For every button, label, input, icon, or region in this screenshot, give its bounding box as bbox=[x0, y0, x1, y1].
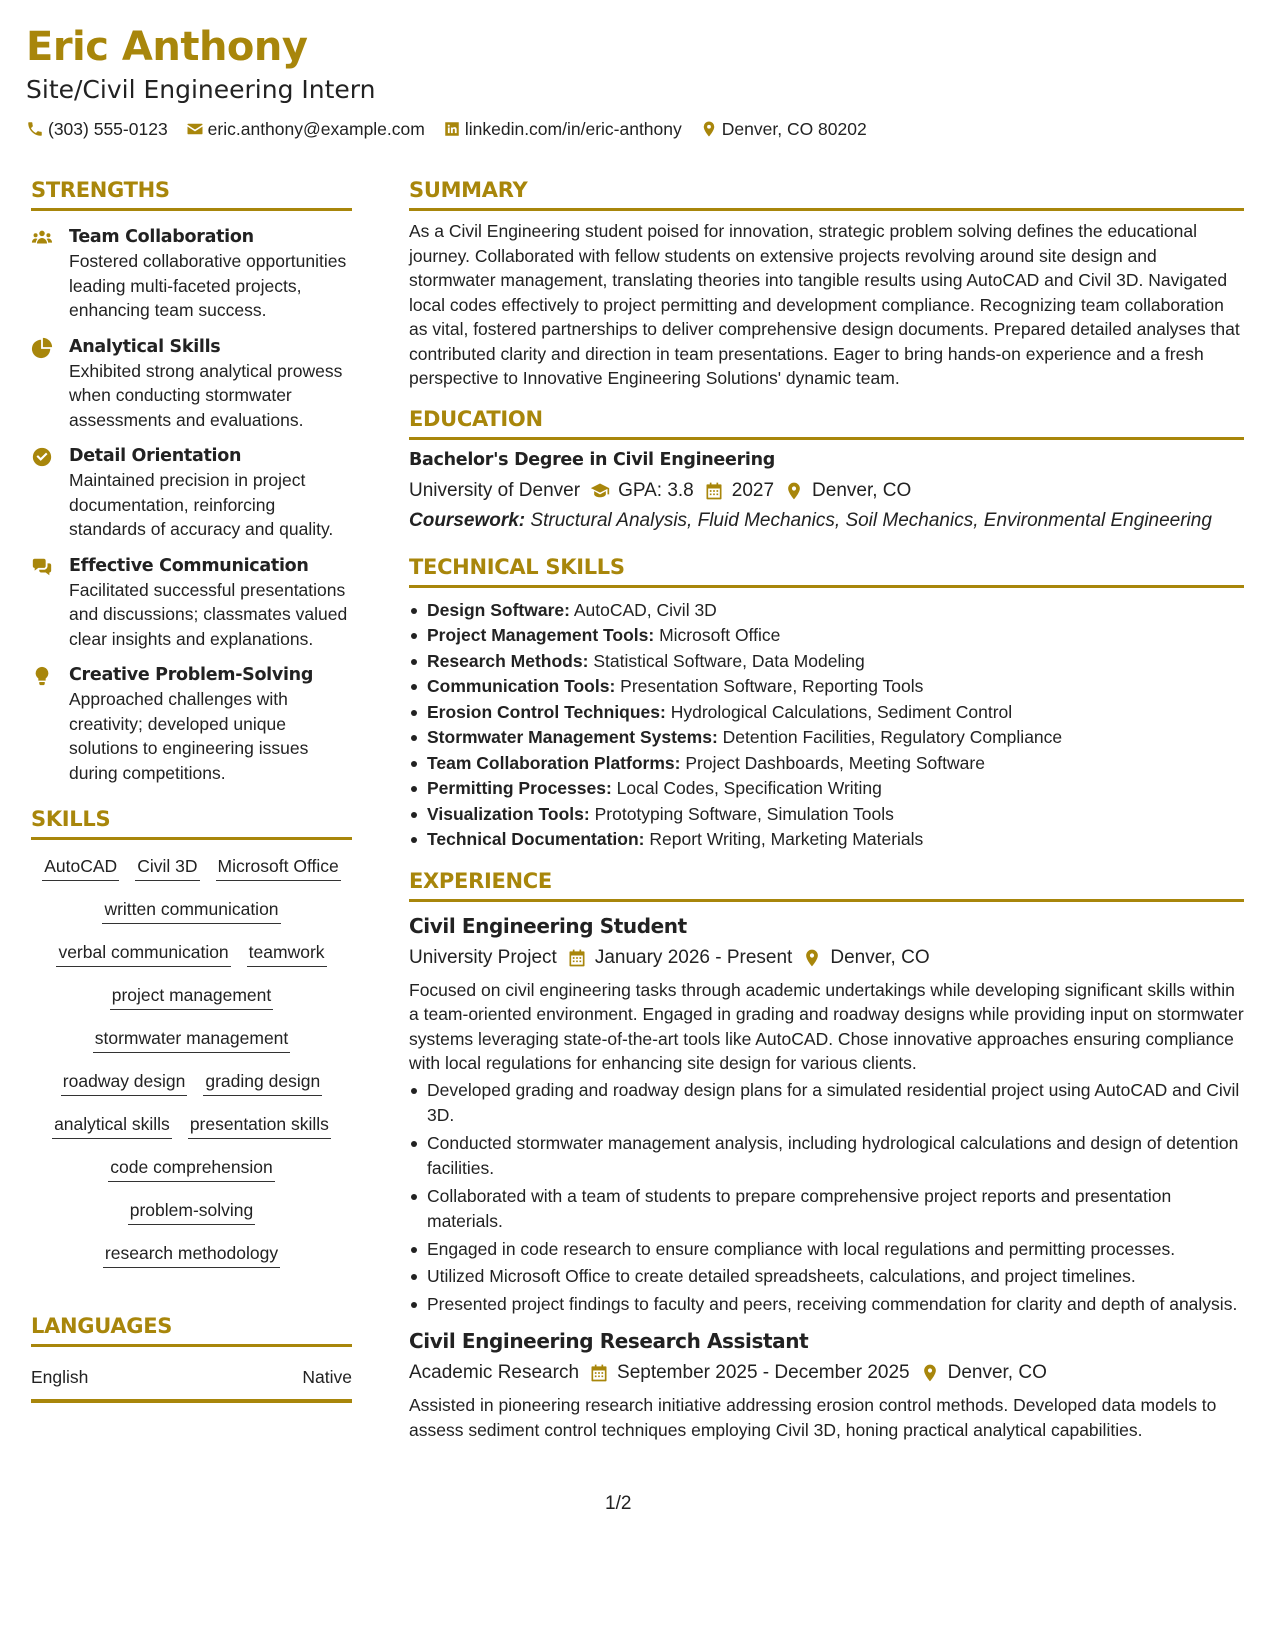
resume-header bbox=[26, 22, 1246, 140]
job-bullet: Conducted stormwater management analysis, including hydrological calculations and design of detention facilities. bbox=[409, 1131, 1244, 1182]
candidate-title: Site/Civil Engineering Intern bbox=[26, 75, 376, 104]
skill-tag: problem-solving bbox=[128, 1198, 256, 1225]
job-org: Academic Research bbox=[409, 1362, 580, 1383]
job-org: University Project bbox=[409, 946, 557, 968]
skill-tag: stormwater management bbox=[93, 1026, 291, 1053]
languages-heading: LANGUAGES bbox=[31, 1312, 352, 1347]
technical-skill-label: Project Management Tools: bbox=[427, 625, 655, 645]
job-location-item bbox=[802, 944, 929, 972]
technical-skill-item bbox=[409, 598, 1244, 624]
year-item bbox=[704, 477, 774, 505]
right-column bbox=[409, 176, 1244, 1442]
technical-skill-value: Microsoft Office bbox=[659, 625, 781, 645]
job-dates: January 2026 - Present bbox=[594, 946, 793, 968]
strength-title: Analytical Skills bbox=[69, 336, 221, 357]
skill-tag: presentation skills bbox=[188, 1112, 331, 1139]
phone-icon bbox=[26, 120, 44, 138]
job-bullet: Engaged in code research to ensure compliance with local regulations and permitting processes. bbox=[409, 1237, 1244, 1263]
job-dates-item bbox=[589, 1359, 910, 1387]
skill-row bbox=[31, 1026, 352, 1053]
job-bullets bbox=[409, 1078, 1244, 1318]
technical-skill-item bbox=[409, 776, 1244, 802]
skill-row bbox=[31, 1241, 352, 1268]
technical-skill-value: Hydrological Calculations, Sediment Control bbox=[670, 701, 1013, 722]
job-dates: September 2025 - December 2025 bbox=[617, 1362, 910, 1383]
coursework-label: Coursework: bbox=[409, 509, 526, 531]
strength-icon-wrap bbox=[31, 663, 69, 785]
education-meta bbox=[409, 477, 1244, 505]
strength-desc: Fostered collaborative opportunities leading multi-faceted projects, enhancing team success. bbox=[69, 251, 347, 320]
language-item bbox=[31, 1365, 352, 1403]
technical-skill-item bbox=[409, 674, 1244, 700]
job-description: Focused on civil engineering tasks through academic undertakings while developing significant skills within a team-oriented environment. Engaged in grading and roadway designs while providing input on stormwater systems leveraging state-of-the-art tools like AutoCAD. Chose innovative approaches ensuring compliance with local regulations for enhancing site design for various clients. bbox=[409, 979, 1244, 1073]
technical-skill-label: Design Software: bbox=[427, 599, 570, 620]
technical-skill-item bbox=[409, 649, 1244, 675]
job-bullet: Utilized Microsoft Office to create detailed spreadsheets, calculations, and project timelines. bbox=[409, 1264, 1244, 1290]
strength-body bbox=[69, 554, 352, 652]
strength-body bbox=[69, 663, 352, 785]
job-location: Denver, CO bbox=[830, 946, 930, 968]
technical-skill-value: Statistical Software, Data Modeling bbox=[593, 650, 865, 671]
job-title: Civil Engineering Research Assistant bbox=[409, 1329, 809, 1353]
page-indicator: 1/2 bbox=[605, 1493, 632, 1514]
skill-row bbox=[31, 854, 352, 881]
skill-row bbox=[31, 1112, 352, 1139]
job-title: Civil Engineering Student bbox=[409, 913, 687, 938]
map-pin-icon bbox=[784, 481, 804, 501]
coursework-text: Structural Analysis, Fluid Mechanics, Soil Mechanics, Environmental Engineering bbox=[530, 509, 1212, 531]
skills-list bbox=[31, 854, 352, 1268]
gpa-text: GPA: 3.8 bbox=[618, 479, 694, 501]
linkedin-icon bbox=[443, 120, 461, 138]
strength-body bbox=[69, 444, 352, 542]
technical-skill-value: Project Dashboards, Meeting Software bbox=[685, 752, 985, 773]
school-name: University of Denver bbox=[409, 479, 581, 501]
strength-desc: Facilitated successful presentations and discussions; classmates valued clear insights and explanations. bbox=[69, 579, 348, 649]
summary-text: As a Civil Engineering student poised for innovation, strategic problem solving defines the educational journey. Collaborated with fellow students on extensive projects revolving around site design and stormwater management, translating theories into tangible results using AutoCAD and Civil 3D. Navigated local codes effectively to project permitting and development compliance. Recognizing team collaboration as vital, fostered partnerships to deliver comprehensive design documents. Prepared detailed analyses that contributed clarity and direction in team presentations. Eager to bring hands-on experience and a fresh perspective to Innovative Engineering Solutions' dynamic team. bbox=[409, 221, 1240, 388]
comments-icon bbox=[31, 556, 53, 578]
technical-skill-label: Visualization Tools: bbox=[427, 803, 590, 824]
degree-title: Bachelor's Degree in Civil Engineering bbox=[409, 449, 775, 470]
strength-title: Detail Orientation bbox=[69, 446, 242, 466]
strength-title: Effective Communication bbox=[69, 555, 309, 576]
language-level: Native bbox=[302, 1367, 352, 1387]
check-circle-icon bbox=[31, 446, 53, 468]
job-dates-item bbox=[567, 944, 793, 972]
technical-skill-label: Technical Documentation: bbox=[427, 829, 645, 849]
envelope-icon bbox=[186, 120, 204, 138]
strength-icon-wrap bbox=[31, 225, 69, 323]
technical-skill-value: Presentation Software, Reporting Tools bbox=[620, 676, 924, 696]
technical-skill-item bbox=[409, 751, 1244, 777]
skill-tag: code comprehension bbox=[108, 1155, 274, 1182]
skill-tag: roadway design bbox=[61, 1069, 188, 1096]
strength-title: Team Collaboration bbox=[69, 227, 254, 247]
skill-tag: project management bbox=[110, 983, 274, 1010]
linkedin-text: linkedin.com/in/eric-anthony bbox=[464, 119, 682, 139]
strength-icon-wrap bbox=[31, 335, 69, 433]
contact-linkedin[interactable] bbox=[443, 118, 682, 140]
edu-location-text: Denver, CO bbox=[812, 479, 912, 501]
technical-skill-item bbox=[409, 827, 1244, 853]
skill-tag: grading design bbox=[203, 1069, 322, 1096]
job-entry bbox=[409, 912, 1244, 1318]
job-location-item bbox=[920, 1359, 1047, 1387]
technical-skills-heading: TECHNICAL SKILLS bbox=[409, 553, 1244, 588]
skill-row bbox=[31, 940, 352, 967]
skills-heading: SKILLS bbox=[31, 805, 352, 840]
contact-location bbox=[700, 118, 867, 140]
contact-email[interactable] bbox=[186, 118, 425, 140]
job-bullet: Collaborated with a team of students to prepare comprehensive project reports and presentation materials. bbox=[409, 1184, 1244, 1235]
technical-skill-item bbox=[409, 700, 1244, 726]
pie-chart-icon bbox=[31, 337, 53, 359]
edu-location-item bbox=[784, 477, 911, 505]
strength-icon-wrap bbox=[31, 554, 69, 652]
job-entry bbox=[409, 1327, 1244, 1442]
job-description: Assisted in pioneering research initiative addressing erosion control methods. Developed data models to assess sediment control techniques employing Civil 3D, honing practical analytical capabilities. bbox=[409, 1395, 1217, 1440]
strength-icon-wrap bbox=[31, 444, 69, 542]
skill-row bbox=[31, 1198, 352, 1225]
technical-skill-value: Detention Facilities, Regulatory Compliance bbox=[722, 727, 1063, 747]
job-bullet: Presented project findings to faculty and peers, receiving commendation for clarity and depth of analysis. bbox=[409, 1292, 1244, 1318]
skill-tag: verbal communication bbox=[56, 940, 230, 967]
technical-skill-value: Local Codes, Specification Writing bbox=[616, 778, 882, 798]
skill-tag: teamwork bbox=[247, 940, 327, 967]
language-name: English bbox=[31, 1367, 89, 1387]
strength-title: Creative Problem-Solving bbox=[69, 665, 314, 685]
technical-skill-label: Research Methods: bbox=[427, 650, 589, 671]
lightbulb-icon bbox=[31, 665, 53, 687]
technical-skill-value: Report Writing, Marketing Materials bbox=[649, 829, 924, 849]
location-text: Denver, CO 80202 bbox=[721, 119, 867, 139]
skill-row bbox=[31, 1155, 352, 1182]
experience-heading: EXPERIENCE bbox=[409, 867, 1244, 902]
skill-tag: analytical skills bbox=[52, 1112, 172, 1139]
strength-body bbox=[69, 225, 352, 323]
education-heading: EDUCATION bbox=[409, 405, 1244, 440]
skill-row bbox=[31, 983, 352, 1010]
technical-skill-label: Permitting Processes: bbox=[427, 778, 612, 798]
strength-body bbox=[69, 335, 352, 433]
strength-item bbox=[31, 225, 352, 323]
strength-item bbox=[31, 335, 352, 433]
contact-bar bbox=[26, 118, 1246, 140]
technical-skill-value: Prototyping Software, Simulation Tools bbox=[594, 803, 894, 824]
technical-skills-list bbox=[409, 598, 1244, 853]
coursework bbox=[409, 509, 1244, 533]
technical-skill-label: Communication Tools: bbox=[427, 676, 616, 696]
strength-item bbox=[31, 554, 352, 652]
skill-row bbox=[31, 897, 352, 924]
technical-skill-item bbox=[409, 725, 1244, 751]
map-pin-icon bbox=[920, 1363, 940, 1383]
strength-desc: Approached challenges with creativity; developed unique solutions to engineering issues during competitions. bbox=[69, 689, 309, 783]
skill-tag: Civil 3D bbox=[135, 854, 199, 881]
strength-item bbox=[31, 663, 352, 785]
skill-row bbox=[31, 1069, 352, 1096]
job-location: Denver, CO bbox=[947, 1362, 1047, 1383]
skill-tag: AutoCAD bbox=[42, 854, 119, 881]
contact-phone[interactable] bbox=[26, 118, 168, 140]
job-meta bbox=[409, 944, 1244, 972]
strength-item bbox=[31, 444, 352, 542]
technical-skill-value: AutoCAD, Civil 3D bbox=[573, 599, 717, 620]
calendar-icon bbox=[589, 1363, 609, 1383]
strength-desc: Exhibited strong analytical prowess when conducting stormwater assessments and evaluations. bbox=[69, 360, 343, 430]
skill-tag: research methodology bbox=[103, 1241, 280, 1268]
experience-list bbox=[409, 912, 1244, 1443]
users-icon bbox=[31, 227, 53, 249]
graduation-cap-icon bbox=[590, 481, 610, 501]
technical-skill-label: Team Collaboration Platforms: bbox=[427, 752, 681, 773]
calendar-icon bbox=[704, 481, 724, 501]
job-bullet: Developed grading and roadway design plans for a simulated residential project using AutoCAD and Civil 3D. bbox=[409, 1078, 1244, 1129]
technical-skill-item bbox=[409, 623, 1244, 649]
year-text: 2027 bbox=[731, 479, 775, 501]
gpa-item bbox=[590, 477, 694, 505]
technical-skill-item bbox=[409, 802, 1244, 828]
phone-text: (303) 555-0123 bbox=[48, 119, 168, 139]
skill-tag: Microsoft Office bbox=[216, 854, 341, 881]
calendar-icon bbox=[567, 948, 587, 968]
summary-heading: SUMMARY bbox=[409, 176, 1244, 211]
candidate-name: Eric Anthony bbox=[26, 24, 308, 70]
map-pin-icon bbox=[700, 120, 718, 138]
skill-tag: written communication bbox=[102, 897, 280, 924]
email-text: eric.anthony@example.com bbox=[207, 119, 425, 139]
left-column bbox=[31, 176, 352, 1403]
strengths-heading: STRENGTHS bbox=[31, 176, 352, 211]
job-meta bbox=[409, 1359, 1244, 1387]
strengths-list bbox=[31, 225, 352, 785]
technical-skill-label: Stormwater Management Systems: bbox=[427, 727, 718, 747]
strength-desc: Maintained precision in project documentation, reinforcing standards of accuracy and quality. bbox=[69, 470, 334, 539]
technical-skill-label: Erosion Control Techniques: bbox=[427, 701, 666, 722]
map-pin-icon bbox=[802, 948, 822, 968]
